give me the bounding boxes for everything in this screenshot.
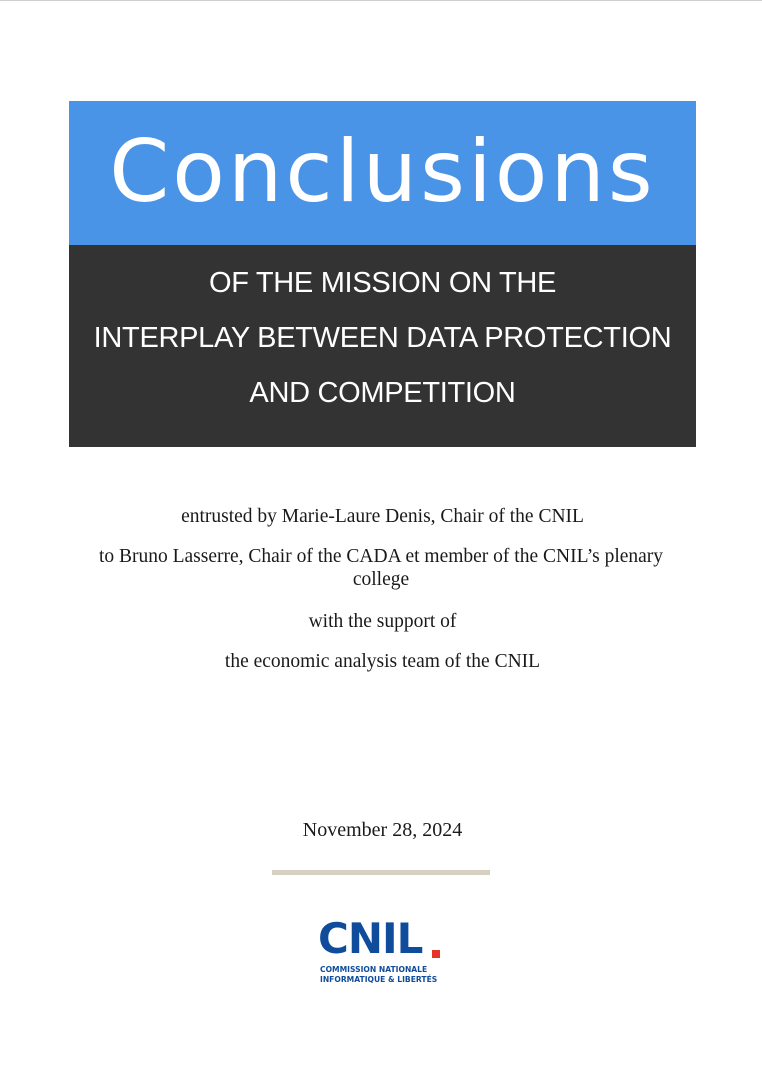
cnil-tagline-1: COMMISSION NATIONALE: [320, 965, 428, 974]
cnil-logo: [318, 914, 448, 988]
cnil-red-dot: [432, 950, 440, 958]
subtitle-line-3: AND COMPETITION: [249, 377, 516, 409]
separator-rule: [272, 870, 490, 875]
credit-support: with the support of: [308, 611, 457, 632]
document-title: Conclusions: [109, 122, 656, 222]
cnil-tagline-2: INFORMATIQUE & LIBERTÉS: [320, 975, 438, 984]
subtitle-line-2: INTERPLAY BETWEEN DATA PROTECTION: [93, 322, 672, 354]
subtitle-banner: [69, 245, 696, 447]
credit-team: the economic analysis team of the CNIL: [224, 651, 541, 672]
top-border: [0, 0, 762, 1]
subtitle-line-1: OF THE MISSION ON THE: [208, 267, 557, 299]
credit-entrusted-by: entrusted by Marie-Laure Denis, Chair of the CNIL: [181, 506, 584, 527]
publication-date: November 28, 2024: [302, 819, 463, 841]
credit-to: to Bruno Lasserre, Chair of the CADA et member of the CNIL’s plenary college: [98, 546, 664, 590]
title-banner: [69, 101, 696, 245]
cnil-wordmark: CNIL: [318, 914, 423, 963]
